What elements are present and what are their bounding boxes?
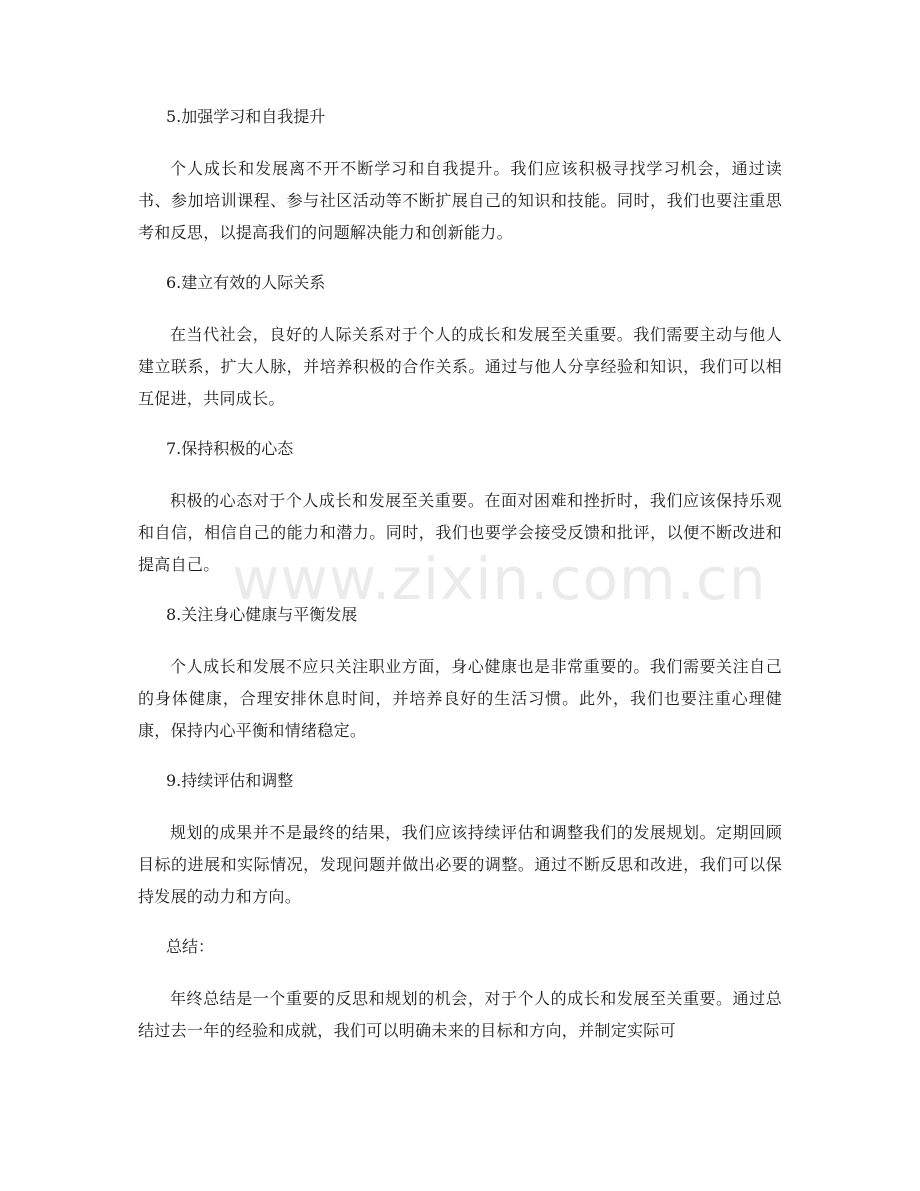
section-7 <box>138 435 782 581</box>
section-9 <box>138 767 782 913</box>
section-heading: 总结： <box>166 937 215 956</box>
section-paragraph: 积极的心态对于个人成长和发展至关重要。在面对困难和挫折时，我们应该保持乐观和自信，相信自己的能力和潜力。同时，我们也要学会接受反馈和批评，以便不断改进和提高自己。 <box>138 491 782 574</box>
section-heading: 5.加强学习和自我提升 <box>166 107 326 126</box>
section-heading: 6.建立有效的人际关系 <box>166 273 326 292</box>
document-body <box>138 103 782 1067</box>
section-heading: 7.保持积极的心态 <box>166 439 294 458</box>
section-paragraph: 个人成长和发展不应只关注职业方面，身心健康也是非常重要的。我们需要关注自己的身体健康，合理安排休息时间，并培养良好的生活习惯。此外，我们也要注重心理健康，保持内心平衡和情绪稳定。 <box>138 657 782 740</box>
section-paragraph: 个人成长和发展离不开不断学习和自我提升。我们应该积极寻找学习机会，通过读书、参加培训课程、参与社区活动等不断扩展自己的知识和技能。同时，我们也要注重思考和反思，以提高我们的问题解决能力和创新能力。 <box>138 159 782 242</box>
watermark: www.zixin.com.cn <box>232 545 767 613</box>
section-heading: 8.关注身心健康与平衡发展 <box>166 605 358 624</box>
section-6 <box>138 269 782 415</box>
section-heading: 9.持续评估和调整 <box>166 771 294 790</box>
section-8 <box>138 601 782 747</box>
section-paragraph: 在当代社会，良好的人际关系对于个人的成长和发展至关重要。我们需要主动与他人建立联系，扩大人脉，并培养积极的合作关系。通过与他人分享经验和知识，我们可以相互促进，共同成长。 <box>138 325 782 408</box>
section-paragraph: 规划的成果并不是最终的结果，我们应该持续评估和调整我们的发展规划。定期回顾目标的进展和实际情况，发现问题并做出必要的调整。通过不断反思和改进，我们可以保持发展的动力和方向。 <box>138 823 782 906</box>
section-5 <box>138 103 782 249</box>
section-paragraph: 年终总结是一个重要的反思和规划的机会，对于个人的成长和发展至关重要。通过总结过去一年的经验和成就，我们可以明确未来的目标和方向，并制定实际可 <box>138 989 782 1040</box>
section-summary <box>138 933 782 1047</box>
